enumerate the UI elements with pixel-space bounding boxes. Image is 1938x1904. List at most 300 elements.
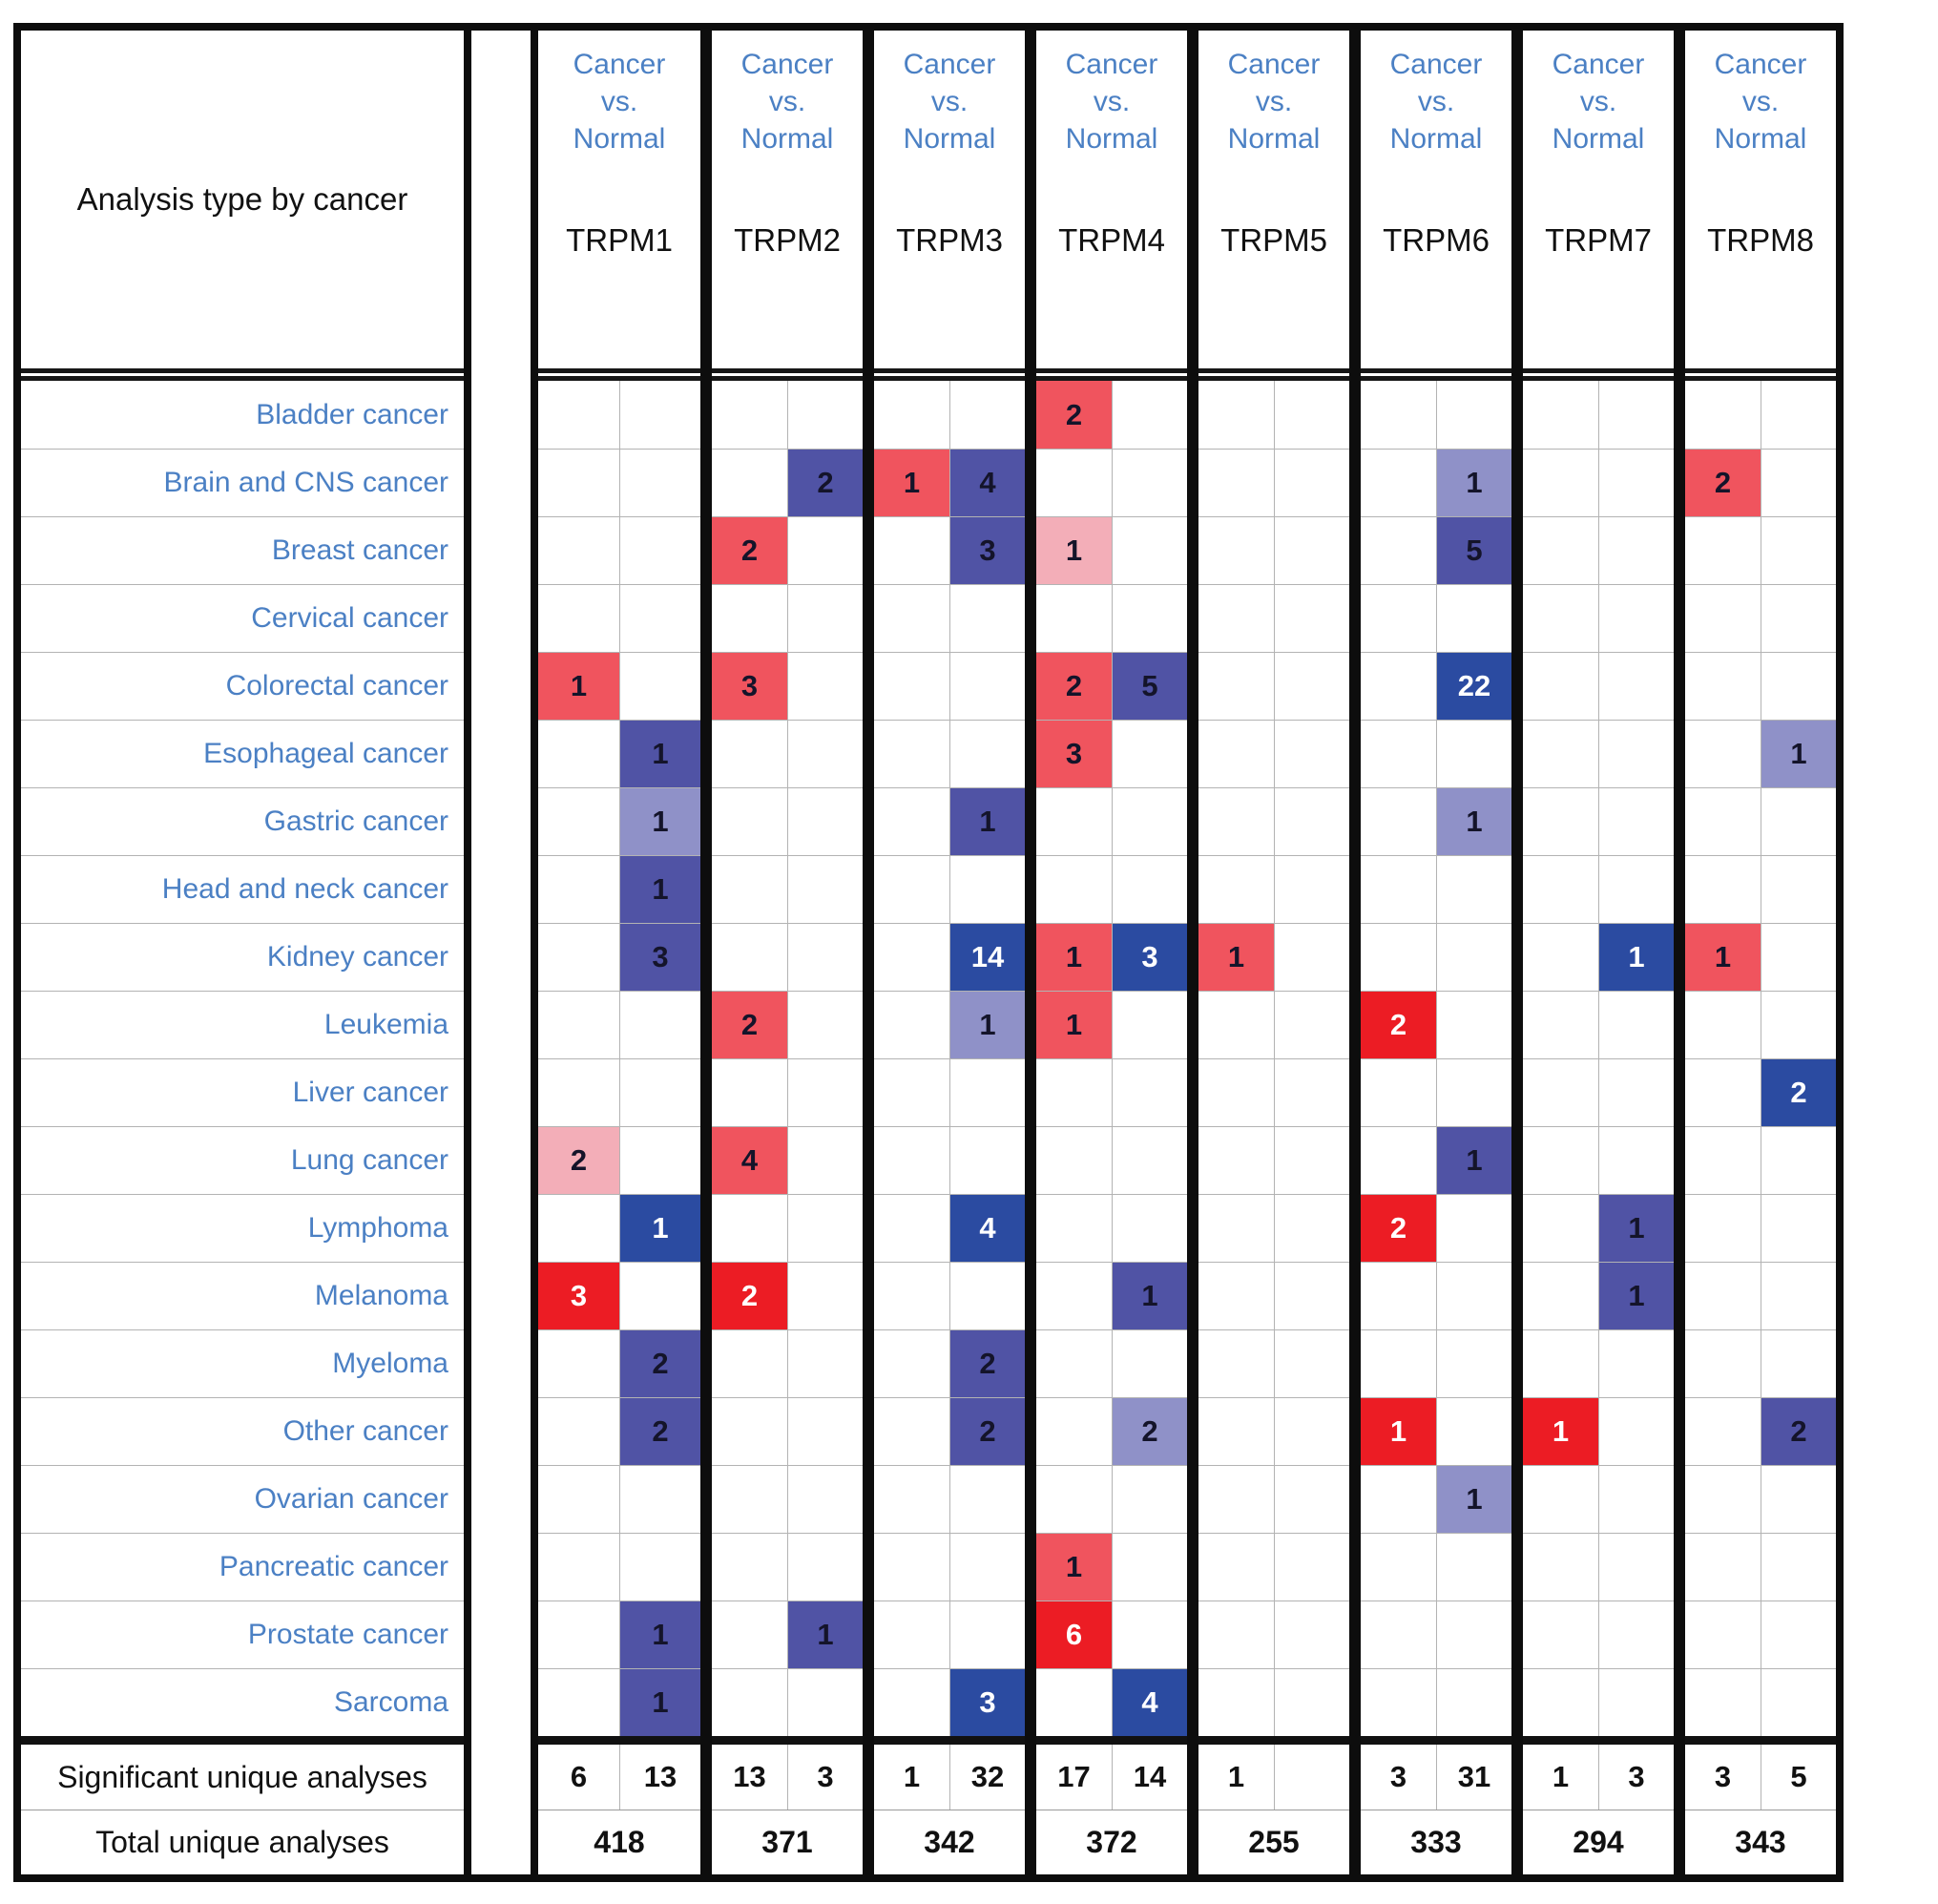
analysis-count: 1 [1141,1279,1158,1312]
matrix-row [874,1194,1025,1262]
analysis-count: 1 [979,805,996,838]
matrix-row [1685,991,1836,1058]
matrix-cell-empty [874,1263,949,1329]
matrix-cell-empty [1036,1330,1112,1397]
matrix-cell-overexpression [1036,721,1112,787]
matrix-cell-empty [1198,992,1274,1058]
cancer-row-label [21,787,464,855]
analysis-count: 1 [1714,940,1732,973]
cancer-row-label [21,381,464,449]
gene-column-header [1036,31,1187,368]
matrix-cell-empty [1436,1263,1511,1329]
matrix-cell-overexpression [874,450,949,516]
matrix-cell-empty [1523,788,1598,855]
matrix-cell-empty [1198,788,1274,855]
matrix-cell-empty [1761,1195,1836,1262]
matrix-cell-empty [1523,1127,1598,1194]
header-separator [1523,368,1674,381]
matrix-cell-underexpression [949,450,1025,516]
matrix-cell-empty [1112,381,1187,449]
analysis-count: 1 [1628,1211,1645,1245]
cancer-row-label [21,991,464,1058]
matrix-cell-empty [1436,1195,1511,1262]
matrix-cell-empty [1361,1127,1436,1194]
matrix-cell-empty [1274,1669,1349,1736]
matrix-row [874,1533,1025,1601]
analysis-count: 1 [1389,1414,1407,1448]
matrix-cell-empty [538,1398,619,1465]
matrix-row [1361,787,1511,855]
matrix-cell-empty [949,1059,1025,1126]
matrix-row [1361,991,1511,1058]
matrix-cell-empty [874,788,949,855]
matrix-cell-empty [949,585,1025,652]
matrix-cell-empty [1361,1601,1436,1668]
matrix-row [1523,1533,1674,1601]
header-separator [21,368,464,381]
matrix-cell-empty [538,924,619,991]
cancer-row-label [21,855,464,923]
matrix-row [874,1262,1025,1329]
analysis-count: 1 [652,805,669,838]
matrix-row [1685,787,1836,855]
matrix-row [874,584,1025,652]
comparison-label: Cancer vs. Normal [903,49,996,155]
matrix-cell-empty [1685,1127,1761,1194]
matrix-row [1685,1601,1836,1668]
matrix-cell-empty [1523,1263,1598,1329]
footer-separator [712,1736,863,1745]
matrix-cell-empty [1036,788,1112,855]
matrix-cell-empty [1036,585,1112,652]
matrix-cell-empty [712,1601,787,1668]
matrix-row [874,1058,1025,1126]
analysis-count: 3 [1065,737,1083,770]
matrix-row [1036,516,1187,584]
matrix-cell-empty [1436,585,1511,652]
matrix-row [712,720,863,787]
matrix-cell-empty [874,856,949,923]
matrix-cell-empty [712,1330,787,1397]
matrix-row [712,449,863,516]
matrix-row [874,720,1025,787]
matrix-cell-empty [1761,856,1836,923]
matrix-cell-empty [1112,517,1187,584]
matrix-row [874,787,1025,855]
corner-header [21,31,464,368]
matrix-row [1036,1668,1187,1736]
gene-name: TRPM4 [1058,222,1165,258]
matrix-cell-empty [619,585,700,652]
matrix-row [712,652,863,720]
matrix-cell-empty [538,517,619,584]
analysis-count: 1 [817,1618,834,1651]
matrix-cell-empty [538,1669,619,1736]
matrix-row [538,1397,700,1465]
matrix-cell-empty [1761,450,1836,516]
analysis-count: 1 [1065,940,1083,973]
matrix-cell-empty [874,1601,949,1668]
total-count: 372 [1036,1810,1187,1874]
matrix-cell-overexpression [1036,1601,1112,1668]
matrix-cell-empty [787,1534,863,1601]
matrix-cell-empty [1685,1398,1761,1465]
matrix-row [538,1601,700,1668]
matrix-cell-empty [1361,585,1436,652]
matrix-cell-empty [1598,1059,1674,1126]
matrix-cell-empty [1274,924,1349,991]
matrix-cell-empty [538,788,619,855]
matrix-row [712,923,863,991]
matrix-row [1523,449,1674,516]
matrix-cell-empty [1598,1669,1674,1736]
matrix-row [538,1194,700,1262]
corner-header-label: Analysis type by cancer [76,181,408,217]
matrix-row [1198,516,1349,584]
total-count: 342 [874,1810,1025,1874]
matrix-cell-empty [1274,1398,1349,1465]
matrix-cell-empty [1685,992,1761,1058]
matrix-row [1198,1601,1349,1668]
matrix-cell-empty [1523,924,1598,991]
matrix-cell-empty [1274,856,1349,923]
matrix-cell-empty [1436,1059,1511,1126]
matrix-row [1523,1058,1674,1126]
matrix-cell-underexpression [949,1398,1025,1465]
matrix-cell-empty [1036,1398,1112,1465]
cancer-type-name: Leukemia [323,1009,448,1040]
matrix-cell-empty [874,1534,949,1601]
matrix-cell-empty [1685,1669,1761,1736]
matrix-cell-empty [787,381,863,449]
matrix-cell-empty [1761,1466,1836,1533]
matrix-row [874,516,1025,584]
matrix-cell-empty [1598,1398,1674,1465]
analysis-count: 2 [979,1347,996,1380]
matrix-cell-empty [538,1466,619,1533]
matrix-cell-underexpression [1112,1263,1187,1329]
matrix-row [1361,1126,1511,1194]
significant-analyses-row [1361,1745,1511,1810]
matrix-cell-overexpression [1361,1398,1436,1465]
significant-analyses-row [1198,1745,1349,1810]
matrix-row [1198,1397,1349,1465]
matrix-cell-empty [1036,1669,1112,1736]
header-separator [1036,368,1187,381]
matrix-cell-empty [1112,1330,1187,1397]
matrix-cell-overexpression [1685,450,1761,516]
matrix-row [712,516,863,584]
matrix-cell-empty [619,1466,700,1533]
matrix-cell-underexpression [619,721,700,787]
matrix-cell-underexpression [949,517,1025,584]
matrix-cell-empty [874,1466,949,1533]
matrix-cell-empty [1523,1330,1598,1397]
cancer-type-name: Myeloma [332,1348,448,1379]
matrix-cell-empty [1274,653,1349,720]
matrix-row [1361,1465,1511,1533]
matrix-row [1685,1262,1836,1329]
matrix-cell-underexpression [1761,1059,1836,1126]
cancer-type-name: Pancreatic cancer [219,1551,448,1582]
matrix-cell-empty [874,992,949,1058]
matrix-cell-empty [1685,856,1761,923]
significant-count: 3 [787,1745,863,1810]
matrix-cell-empty [1198,1601,1274,1668]
matrix-row [1361,923,1511,991]
cancer-row-label [21,720,464,787]
analysis-count: 3 [1141,940,1158,973]
matrix-cell-empty [787,1127,863,1194]
matrix-row [1198,652,1349,720]
analysis-count: 2 [1714,466,1732,499]
matrix-row [874,1601,1025,1668]
matrix-row [712,855,863,923]
matrix-cell-empty [1436,856,1511,923]
matrix-row [1685,923,1836,991]
matrix-cell-overexpression [1523,1398,1598,1465]
matrix-cell-empty [949,1127,1025,1194]
matrix-cell-underexpression [619,1669,700,1736]
significant-count: 6 [570,1760,588,1793]
matrix-cell-empty [1685,1059,1761,1126]
analysis-count: 1 [1227,940,1245,973]
matrix-row [1361,1601,1511,1668]
matrix-cell-overexpression [712,653,787,720]
matrix-cell-empty [949,381,1025,449]
matrix-row [1198,1262,1349,1329]
matrix-row [1198,855,1349,923]
matrix-cell-empty [712,1059,787,1126]
gene-column-header [874,31,1025,368]
matrix-row [1523,787,1674,855]
matrix-cell-empty [1436,1534,1511,1601]
matrix-row [874,991,1025,1058]
matrix-cell-empty [1198,517,1274,584]
cancer-row-label [21,1601,464,1668]
matrix-row [1523,652,1674,720]
cancer-type-name: Gastric cancer [263,806,448,837]
matrix-row [1523,720,1674,787]
gene-column-trpm4 [1025,31,1187,1874]
matrix-row [1198,1465,1349,1533]
cancer-row-label [21,1262,464,1329]
matrix-cell-empty [1523,1059,1598,1126]
cancer-type-name: Sarcoma [333,1686,448,1718]
matrix-row [1036,1058,1187,1126]
matrix-row [1036,381,1187,449]
matrix-cell-empty [1685,1601,1761,1668]
matrix-row [712,1668,863,1736]
matrix-cell-overexpression [1036,1534,1112,1601]
matrix-row [1198,1194,1349,1262]
matrix-cell-empty [1685,788,1761,855]
matrix-cell-empty [1761,1330,1836,1397]
matrix-row [1523,516,1674,584]
matrix-cell-empty [1112,1127,1187,1194]
matrix-cell-empty [1761,517,1836,584]
analysis-table [13,23,1844,1882]
matrix-cell-empty [619,992,700,1058]
matrix-cell-empty [1598,788,1674,855]
total-count: 418 [538,1810,700,1874]
analysis-count: 4 [740,1143,759,1177]
matrix-cell-empty [1274,1059,1349,1126]
matrix-cell-empty [1361,856,1436,923]
matrix-cell-empty [1598,721,1674,787]
comparison-label: Cancer vs. Normal [740,49,834,155]
gene-column-header [1523,31,1674,368]
significant-analyses-label: Significant unique analyses [57,1759,427,1794]
matrix-cell-empty [538,1330,619,1397]
matrix-cell-empty [1036,1466,1112,1533]
matrix-cell-empty [538,381,619,449]
comparison-label: Cancer vs. Normal [1552,49,1645,155]
matrix-row [1685,449,1836,516]
cancer-type-name: Breast cancer [271,534,448,566]
analysis-count: 1 [1790,737,1807,770]
total-count: 294 [1523,1810,1674,1874]
cancer-type-name: Melanoma [314,1280,448,1311]
matrix-row [1685,584,1836,652]
matrix-cell-empty [1361,1059,1436,1126]
cancer-type-name: Ovarian cancer [254,1483,448,1515]
matrix-row [538,1465,700,1533]
matrix-row [1198,1126,1349,1194]
matrix-cell-empty [1112,1534,1187,1601]
matrix-cell-empty [1598,1330,1674,1397]
matrix-cell-empty [874,653,949,720]
analysis-count: 1 [1065,1550,1083,1583]
matrix-cell-overexpression [1361,1195,1436,1262]
footer-separator [21,1736,464,1745]
matrix-cell-empty [787,856,863,923]
matrix-row [1198,1668,1349,1736]
matrix-row [1036,1126,1187,1194]
analysis-count: 1 [1466,1143,1483,1177]
analysis-count: 2 [652,1414,669,1448]
total-count: 333 [1361,1810,1511,1874]
matrix-row [874,1329,1025,1397]
matrix-cell-empty [1274,381,1349,449]
matrix-row [1523,923,1674,991]
cancer-row-label [21,1465,464,1533]
matrix-cell-empty [1198,1059,1274,1126]
footer-separator [538,1736,700,1745]
matrix-row [1523,584,1674,652]
matrix-cell-underexpression [1436,1127,1511,1194]
gene-column-header [712,31,863,368]
cancer-type-name: Lymphoma [307,1212,448,1244]
matrix-row [1361,1262,1511,1329]
matrix-cell-underexpression [619,856,700,923]
matrix-row [874,1668,1025,1736]
matrix-cell-empty [712,1669,787,1736]
matrix-row [1523,1465,1674,1533]
header-separator [712,368,863,381]
matrix-cell-empty [1036,1195,1112,1262]
significant-count [1274,1745,1349,1810]
matrix-row [1361,1668,1511,1736]
matrix-cell-overexpression [538,1263,619,1329]
matrix-cell-empty [1523,381,1598,449]
header-separator [874,368,1025,381]
matrix-cell-overexpression [712,517,787,584]
analysis-count: 3 [570,1279,588,1312]
matrix-cell-underexpression [787,1601,863,1668]
matrix-cell-empty [712,1534,787,1601]
matrix-cell-empty [1598,1466,1674,1533]
matrix-row [1036,1329,1187,1397]
matrix-row [712,991,863,1058]
matrix-cell-empty [874,1398,949,1465]
analysis-count: 1 [652,872,669,906]
matrix-cell-empty [1112,721,1187,787]
cancer-type-name: Brain and CNS cancer [163,467,448,498]
total-count: 371 [712,1810,863,1874]
matrix-cell-empty [1761,1127,1836,1194]
comparison-label: Cancer vs. Normal [1714,49,1807,155]
matrix-cell-underexpression [1436,517,1511,584]
matrix-cell-empty [1598,653,1674,720]
matrix-cell-empty [1198,585,1274,652]
matrix-row [1036,1601,1187,1668]
analysis-count: 1 [1065,1008,1083,1041]
analysis-count: 4 [979,466,996,499]
cancer-type-name: Head and neck cancer [161,873,448,905]
matrix-cell-empty [1598,585,1674,652]
matrix-cell-empty [1361,450,1436,516]
gene-column-trpm6 [1349,31,1511,1874]
matrix-cell-empty [1685,1330,1761,1397]
analysis-count: 2 [1141,1414,1158,1448]
matrix-cell-empty [1523,992,1598,1058]
analysis-count: 2 [1389,1211,1407,1245]
matrix-cell-underexpression [619,1330,700,1397]
matrix-row [1685,855,1836,923]
matrix-row [712,787,863,855]
analysis-count: 3 [979,1685,996,1719]
matrix-row [538,1262,700,1329]
matrix-cell-underexpression [1112,924,1187,991]
matrix-cell-overexpression [712,992,787,1058]
matrix-cell-empty [1436,924,1511,991]
matrix-row [1523,1601,1674,1668]
matrix-cell-empty [1036,1059,1112,1126]
footer-separator [1361,1736,1511,1745]
matrix-cell-underexpression [1598,924,1674,991]
analysis-count: 14 [970,940,1005,973]
matrix-cell-empty [619,653,700,720]
matrix-cell-overexpression [538,1127,619,1194]
matrix-row [712,1058,863,1126]
matrix-cell-empty [949,653,1025,720]
matrix-cell-empty [538,1195,619,1262]
matrix-cell-empty [1274,1195,1349,1262]
matrix-cell-empty [1685,517,1761,584]
matrix-cell-empty [712,721,787,787]
matrix-cell-empty [1361,1330,1436,1397]
matrix-cell-empty [1598,1534,1674,1601]
matrix-cell-empty [1598,1127,1674,1194]
analysis-count: 4 [1141,1685,1158,1719]
matrix-cell-empty [1523,1534,1598,1601]
matrix-cell-empty [712,1398,787,1465]
matrix-row [1036,449,1187,516]
matrix-cell-empty [787,721,863,787]
matrix-row [1036,652,1187,720]
matrix-cell-empty [1361,653,1436,720]
